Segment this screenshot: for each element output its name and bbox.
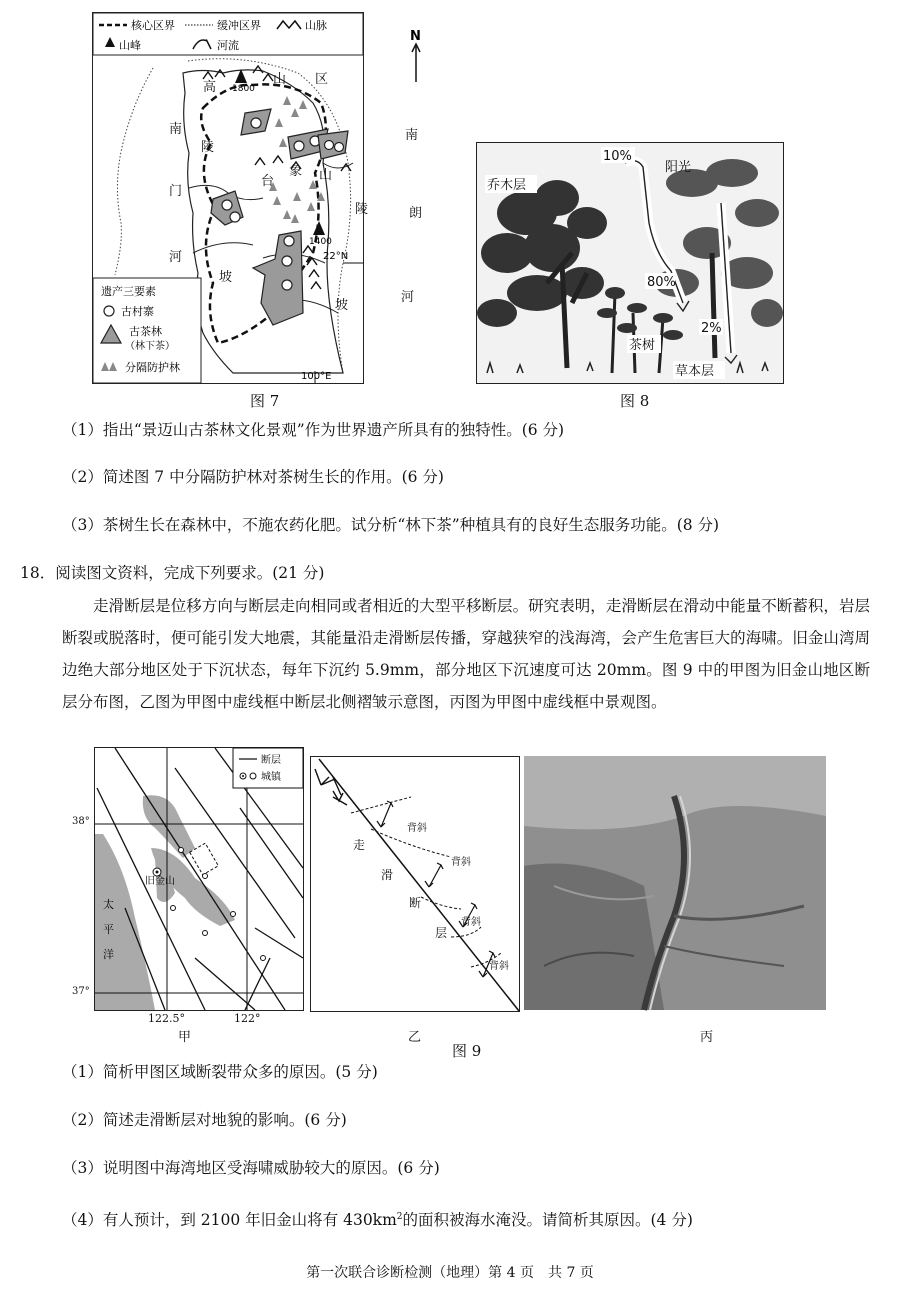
q18-part4-sup: 2 bbox=[396, 1212, 403, 1222]
bing-label: 丙 bbox=[700, 1030, 714, 1045]
percent-80: 80% bbox=[647, 275, 676, 290]
legend-core-boundary: 核心区界 bbox=[131, 19, 175, 32]
label-shan2: 山 bbox=[319, 168, 333, 183]
lat-37: 37° bbox=[72, 986, 90, 997]
heritage-tea-forest-sub: （林下茶） bbox=[125, 341, 175, 352]
anticline-label-4: 背斜 bbox=[489, 961, 509, 972]
peak-1400-label: 1400 bbox=[309, 237, 332, 247]
label-lang: 朗 bbox=[409, 206, 423, 221]
heritage-tea-forest: 古茶林 bbox=[129, 325, 162, 338]
page-footer: 第一次联合诊断检测（地理）第 4 页 共 7 页 bbox=[306, 1265, 594, 1281]
percent-10: 10% bbox=[603, 149, 632, 164]
label-men: 门 bbox=[169, 184, 183, 199]
north-label-visible: N bbox=[410, 29, 421, 44]
legend-town: 城镇 bbox=[261, 772, 281, 783]
figure-8-svg bbox=[477, 143, 783, 383]
pacific-char-3: 洋 bbox=[103, 948, 114, 961]
legend-peak: 山峰 bbox=[119, 39, 141, 52]
label-tai: 台 bbox=[261, 174, 275, 189]
pacific-char-1: 太 bbox=[103, 898, 114, 911]
label-ling-right: 陵 bbox=[355, 202, 369, 217]
label-ling: 陵 bbox=[201, 140, 215, 155]
fault-char-3: 断 bbox=[409, 896, 422, 910]
figure-9-jia-map bbox=[94, 747, 304, 1011]
yi-label: 乙 bbox=[408, 1030, 422, 1045]
lat-38: 38° bbox=[72, 816, 90, 827]
legend-mountain-range: 山脉 bbox=[305, 19, 327, 32]
label-he-left: 河 bbox=[169, 250, 183, 265]
lon-100e: 100°E bbox=[301, 371, 332, 382]
lat-22n: 22°N bbox=[323, 251, 349, 262]
q17-part2: （2）简述图 7 中分隔防护林对茶树生长的作用。(6 分) bbox=[62, 468, 444, 486]
label-gao: 高 bbox=[203, 80, 217, 95]
q17-part1: （1）指出“景迈山古茶林文化景观”作为世界遗产所具有的独特性。(6 分) bbox=[62, 421, 565, 439]
q17-part3: （3）茶树生长在森林中，不施农药化肥。试分析“林下茶”种植具有的良好生态服务功能。(8 分) bbox=[62, 516, 720, 534]
q18-part4-pre: （4）有人预计，到 2100 年旧金山将有 430km bbox=[62, 1211, 397, 1230]
legend-river: 河流 bbox=[217, 39, 239, 52]
q18-part2: （2）简述走滑断层对地貌的影响。(6 分) bbox=[62, 1111, 347, 1129]
figure-8-caption: 图 8 bbox=[620, 392, 650, 410]
heritage-protective-forest: 分隔防护林 bbox=[125, 361, 180, 374]
herb-layer-label: 草本层 bbox=[675, 364, 715, 379]
figure-9-caption: 图 9 bbox=[452, 1042, 482, 1060]
q18-part4-post: 的面积被海水淹没。请简析其原因。(4 分) bbox=[402, 1211, 693, 1230]
sunlight-label: 阳光 bbox=[665, 160, 692, 175]
percent-2: 2% bbox=[701, 321, 722, 336]
peak-1400-icon bbox=[313, 221, 325, 235]
fault-char-4: 层 bbox=[435, 926, 448, 940]
label-nan-right: 南 bbox=[405, 128, 419, 143]
figure-9-yi-diagram bbox=[310, 756, 520, 1012]
fault-char-1: 走 bbox=[353, 838, 366, 852]
anticline-label-1: 背斜 bbox=[407, 823, 427, 834]
label-he-right: 河 bbox=[401, 290, 415, 305]
bing-photo-svg bbox=[524, 756, 826, 1010]
sf-label: 旧金山 bbox=[145, 876, 175, 887]
anticline-label-2: 背斜 bbox=[451, 857, 471, 868]
q18-paragraph: 走滑断层是位移方向与断层走向相同或者相近的大型平移断层。研究表明，走滑断层在滑动中能量不断蓄积，岩层断裂或脱落时，便可能引发大地震，其能量沿走滑断层传播，穿越狭窄的浅海湾，会产生危害巨大的海啸。旧金山湾周边绝大部分地区处于下沉状态，每年下沉约 5.9mm，部分地区下沉速度可达 20mm。图 9 中的甲图为旧金山地区断层分布图，乙图为甲图中虚线框中断层北侧褶皱示意图，丙图为甲图中虚线框中景观图。 bbox=[62, 597, 870, 711]
anticline-label-3: 背斜 bbox=[461, 917, 481, 928]
q18-part1: （1）简析甲图区域断裂带众多的原因。(5 分) bbox=[62, 1063, 378, 1081]
figure-7-caption: 图 7 bbox=[250, 392, 280, 410]
pacific-char-2: 平 bbox=[103, 923, 114, 936]
figure-8-diagram bbox=[476, 142, 784, 384]
tree-layer-label: 乔木层 bbox=[487, 178, 527, 193]
lon-122: 122° bbox=[234, 1012, 261, 1025]
figure-9-bing-photo bbox=[524, 756, 826, 1010]
q18-part4 bbox=[62, 1207, 693, 1230]
label-po-bottom: 坡 bbox=[335, 298, 349, 313]
legend-buffer-boundary: 缓冲区界 bbox=[217, 19, 261, 32]
q18-part3: （3）说明图中海湾地区受海啸威胁较大的原因。(6 分) bbox=[62, 1159, 440, 1177]
q18-title: 18．阅读图文资料，完成下列要求。(21 分) bbox=[20, 564, 325, 582]
north-arrow-svg bbox=[0, 0, 900, 120]
legend-fault: 断层 bbox=[261, 755, 281, 766]
peak-1800-label: 1800 bbox=[232, 84, 255, 94]
heritage-village: 古村寨 bbox=[121, 305, 154, 318]
label-po-left: 坡 bbox=[219, 270, 233, 285]
label-shan1: 山 bbox=[273, 72, 287, 87]
yi-svg bbox=[311, 757, 519, 1011]
lon-1225: 122.5° bbox=[148, 1012, 185, 1025]
jia-svg bbox=[95, 748, 303, 1010]
village-icon bbox=[104, 306, 114, 316]
label-qu: 区 bbox=[315, 72, 329, 87]
label-xiang: 象 bbox=[289, 164, 303, 179]
heritage-title: 遗产三要素 bbox=[101, 285, 156, 298]
tea-tree-label: 茶树 bbox=[629, 338, 656, 353]
fault-char-2: 滑 bbox=[381, 868, 394, 882]
label-nan-left: 南 bbox=[169, 122, 183, 137]
jia-label: 甲 bbox=[178, 1030, 192, 1045]
